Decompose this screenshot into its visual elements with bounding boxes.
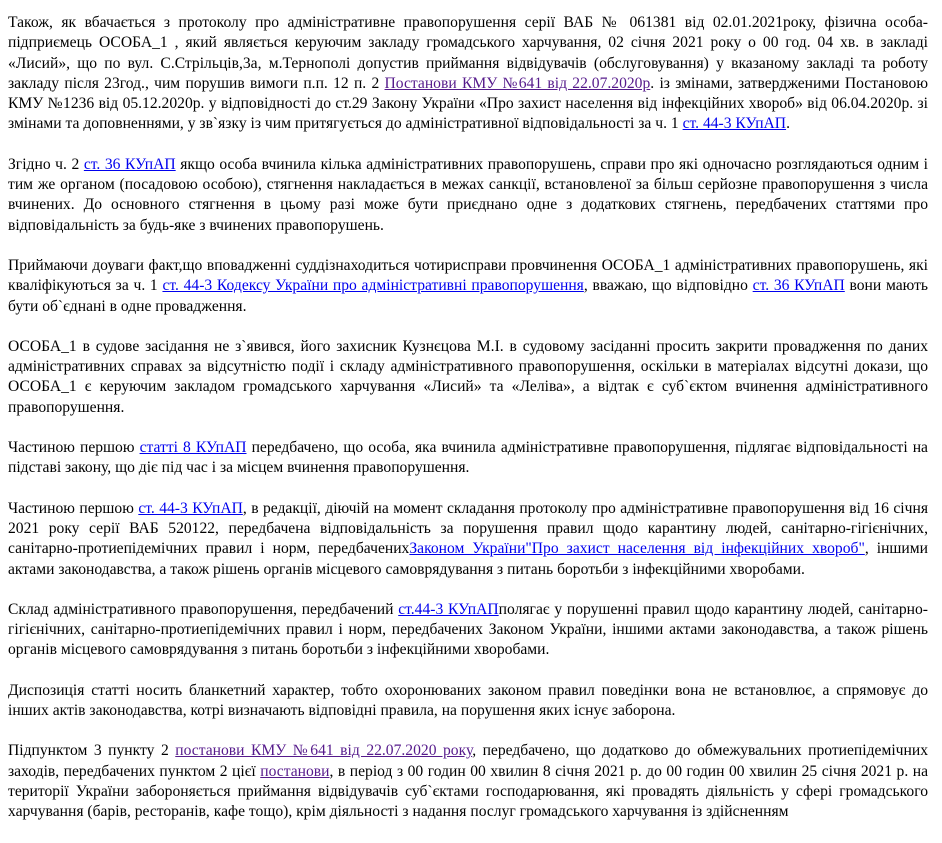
link-postanova[interactable]: постанови	[260, 762, 330, 780]
text-span: .	[786, 115, 790, 133]
text-span: , передбачено, що додатково до обмежувальних протиепідемічних заходів, передбачених пунктом 2 цієї	[8, 742, 928, 780]
text-span: Склад адміністративного правопорушення, передбачений	[8, 600, 399, 618]
text-span: полягає у порушенні правил щодо карантину людей, санітарно-гігієнічних, санітарно-протиепідемічних правил і норм, передбачених Законом України, іншими актами законодавства, а також рішень органів місцевого самоврядування з питань боротьби з інфекційними хворобами.	[8, 600, 928, 659]
paragraph-7	[8, 600, 928, 661]
paragraph-3	[8, 256, 928, 317]
link-st-36-kupap[interactable]: ст. 36 КУпАП	[752, 277, 845, 295]
text-span: , вважаю, що відповідно	[583, 277, 753, 295]
document-body	[8, 0, 928, 843]
text-span: вони мають бути об`єднані в одне провадження.	[8, 277, 929, 315]
text-span: Згідно ч. 2	[8, 155, 84, 173]
paragraph-8	[8, 681, 928, 722]
link-st-44-3-kupap[interactable]: ст.44-3 КУпАП	[398, 600, 499, 618]
link-st-36-kupap[interactable]: ст. 36 КУпАП	[83, 155, 176, 173]
paragraph-9	[8, 741, 928, 822]
paragraph-2	[8, 155, 928, 236]
text-span: Підпунктом 3 пункту 2	[8, 742, 176, 760]
paragraph-6	[8, 499, 928, 580]
paragraph-4	[8, 337, 928, 418]
text-span: Частиною першою	[8, 499, 139, 517]
link-postanova-kmu-641[interactable]: Постанови КМУ №641 від 22.07.2020р	[384, 74, 651, 92]
link-st-44-3-koap[interactable]: ст. 44-3 Кодексу України про адміністративні правопорушення	[162, 277, 584, 295]
link-postanova-kmu-641[interactable]: постанови КМУ №641 від 22.07.2020 року	[175, 742, 473, 760]
text-span: ОСОБА_1 в судове засідання не з`явився, його захисник Кузнєцова М.І. в судовому засіданні просить закрити провадження по даних адміністративних справах за відсутністю події і складу адміністративного правопорушення, оскільки в матеріалах відсутні докази, що ОСОБА_1 є керуючим закладом громадського харчування «Лисий» та «Леліва», а відтак є суб`єктом вчинення адміністративного правопорушення.	[8, 337, 928, 416]
text-span: . із змінами, затвердженими Постановою КМУ №1236 від 05.12.2020р. у відповідності до ст.29 Закону України «Про захист населення від інфекційних хвороб» від 06.04.2020р. зі змінами та доповненнями, у зв`язку із чим притягується до адміністративної відповідальності за ч. 1	[8, 74, 928, 133]
text-span: якщо особа вчинила кілька адміністративних правопорушень, справи про які одночасно розглядаються одним і тим же органом (посадовою особою), стягнення накладається в межах санкції, встановленої за більш серйозне правопорушення з числа вчинених. До основного стягнення в цьому разі може бути приєднано одне з додаткових стягнень, передбачених статтями про відповідальність за будь-яке з вчинених правопорушень.	[8, 155, 928, 234]
paragraph-1	[8, 13, 928, 135]
link-zakon-pro-zakhyst-naselennia[interactable]: Законом України"Про захист населення від інфекційних хвороб"	[409, 540, 865, 558]
text-span: , в редакції, діючій на момент складання протоколу про адміністративне правопорушення від 16 січня 2021 року серії ВАБ 520122, передбачена відповідальність за порушення правил щодо карантину людей, санітарно-гігієнічних, санітарно-протиепідемічних правил і норм, передбачених	[8, 499, 928, 558]
text-span: , іншими актами законодавства, а також рішень органів місцевого самоврядування з питань боротьби з інфекційними хворобами.	[8, 540, 928, 578]
text-span: Приймаючи доуваги факт,що вповадженні суддізнаходиться чотирисправи провчинення ОСОБА_1 адміністративних правопорушень, які кваліфікуються за ч. 1	[8, 256, 928, 295]
link-st-44-3-kupap[interactable]: ст. 44-3 КУпАП	[138, 499, 243, 517]
link-st-44-3-kupap[interactable]: ст. 44-3 КУпАП	[682, 115, 787, 133]
text-span: передбачено, що особа, яка вчинила адміністративне правопорушення, підлягає відповідальності на підставі закону, що діє під час і за місцем вчинення правопорушення.	[8, 439, 928, 477]
text-span: , в період з 00 годин 00 хвилин 8 січня 2021 р. до 00 годин 00 хвилин 25 січня 2021 р. на території України забороняється приймання відвідувачів суб`єктами господарювання, які провадять діяльність у сфері громадського харчування (барів, ресторанів, кафе тощо), крім діяльності з надання послуг громадського харчування із здійсненням	[8, 762, 928, 821]
link-stattia-8-kupap[interactable]: статті 8 КУпАП	[139, 439, 247, 457]
paragraph-5	[8, 438, 928, 479]
text-span: Частиною першою	[8, 439, 140, 457]
text-span: Також, як вбачається з протоколу про адміністративне правопорушення серії ВАБ № 061381 від 02.01.2021року, фізична особа-підприємець ОСОБА_1 , який являється керуючим закладу громадського харчування, 02 січня 2021 року о 00 год. 04 хв. в закладі «Лисий», що по вул. С.Стрільців,3а, м.Тернополі допустив приймання відвідувачів (обслуговування) у вказаному закладі та роботу закладу після 23год., чим порушив вимоги п.п. 12 п. 2	[8, 14, 928, 92]
text-span: Диспозиція статті носить бланкетний характер, тобто охоронюваних законом правил поведінки вона не встановлює, а спрямовує до інших актів законодавства, котрі визначають відповідні правила, на порушення яких існує заборона.	[8, 681, 928, 720]
